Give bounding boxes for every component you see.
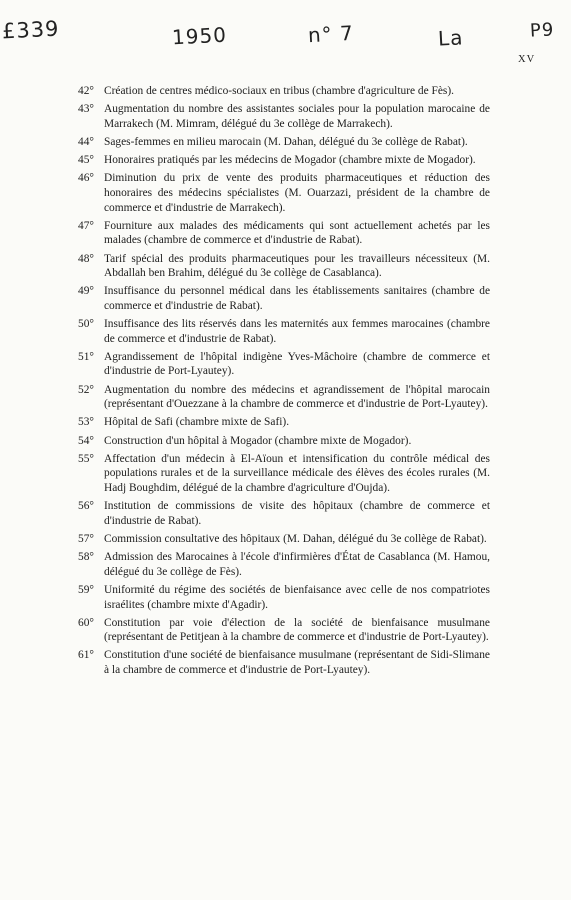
entry-number: 42° bbox=[78, 85, 94, 97]
list-item bbox=[78, 648, 490, 677]
handwritten-year: 1950 bbox=[171, 22, 228, 50]
list-item bbox=[78, 219, 490, 248]
entry-text: Augmentation du nombre des médecins et agrandissement de l'hôpital marocain (représentant d'Ouezzane à la chambre de commerce et d'industrie de Port-Lyautey). bbox=[104, 383, 490, 411]
entry-number: 48° bbox=[78, 252, 94, 265]
entry-number: 44° bbox=[78, 135, 94, 148]
entry-text: Constitution d'une société de bienfaisance musulmane (représentant de Sidi-Slimane à la chambre de commerce et d'industrie de Port-Lyautey). bbox=[104, 649, 490, 677]
handwritten-page-mark: P9 bbox=[529, 19, 555, 42]
entry-number: 50° bbox=[78, 318, 94, 331]
entry-list bbox=[78, 84, 490, 681]
list-item bbox=[78, 583, 490, 612]
list-item bbox=[78, 383, 490, 412]
entry-text: Agrandissement de l'hôpital indigène Yves-Mâchoire (chambre de commerce et d'industrie de Port-Lyautey). bbox=[104, 350, 490, 378]
entry-number: 59° bbox=[78, 583, 94, 596]
list-item bbox=[78, 317, 490, 346]
list-item bbox=[78, 452, 490, 496]
entry-text: Affectation d'un médecin à El-Aïoun et intensification du contrôle médical des populations rurales et de la surveillance médicale des élèves des écoles rurales (M. Hadj Boughdim, délégué de la chambre d'agriculture d'Oujda). bbox=[104, 452, 490, 494]
entry-number: 56° bbox=[78, 500, 94, 513]
list-item bbox=[78, 616, 490, 645]
entry-number: 52° bbox=[78, 383, 94, 396]
entry-number: 55° bbox=[78, 452, 94, 465]
handwritten-issue-number: n° 7 bbox=[307, 20, 355, 48]
entry-text: Sages-femmes en milieu marocain (M. Dahan, délégué du 3e collège de Rabat). bbox=[104, 135, 468, 148]
entry-number: 51° bbox=[78, 350, 94, 363]
list-item bbox=[78, 434, 490, 449]
list-item bbox=[78, 550, 490, 579]
entry-text: Hôpital de Safi (chambre mixte de Safi). bbox=[104, 416, 290, 429]
list-item bbox=[78, 499, 490, 528]
entry-number: 47° bbox=[78, 219, 94, 232]
entry-number: 58° bbox=[78, 551, 94, 564]
entry-text: Commission consultative des hôpitaux (M. Dahan, délégué du 3e collège de Rabat). bbox=[104, 532, 487, 545]
entry-text: Diminution du prix de vente des produits pharmaceutiques et réduction des honoraires des médecins spécialistes (M. Ouarzazi, président de la chambre de commerce et d'industrie de Marrakech). bbox=[104, 172, 490, 214]
list-item bbox=[78, 153, 490, 168]
list-item bbox=[78, 252, 490, 281]
entry-text: Augmentation du nombre des assistantes sociales pour la population marocaine de Marrakech (M. Mimram, délégué du 3e collège de Marrakech). bbox=[104, 103, 490, 130]
list-item bbox=[78, 84, 490, 99]
entry-text: Uniformité du régime des sociétés de bienfaisance avec celle de nos compatriotes israélites (chambre mixte d'Agadir). bbox=[104, 583, 490, 611]
entry-text: Honoraires pratiqués par les médecins de Mogador (chambre mixte de Mogador). bbox=[104, 154, 476, 167]
entry-number: 57° bbox=[78, 532, 94, 545]
entry-number: 45° bbox=[78, 154, 94, 167]
list-item bbox=[78, 284, 490, 313]
list-item bbox=[78, 415, 490, 430]
entry-text: Constitution par voie d'élection de la société de bienfaisance musulmane (représentant de Petitjean à la chambre de commerce et d'industrie de Port-Lyautey). bbox=[104, 616, 490, 644]
entry-text: Insuffisance des lits réservés dans les maternités aux femmes marocaines (chambre de commerce et d'industrie de Rabat). bbox=[104, 318, 490, 345]
entry-number: 60° bbox=[78, 616, 94, 629]
entry-text: Création de centres médico-sociaux en tribus (chambre d'agriculture de Fès). bbox=[104, 85, 454, 97]
page-number: XV bbox=[518, 54, 536, 65]
list-item bbox=[78, 350, 490, 379]
entry-text: Insuffisance du personnel médical dans les établissements sanitaires (chambre de commerce et d'industrie de Rabat). bbox=[104, 285, 490, 312]
entry-number: 54° bbox=[78, 434, 94, 447]
list-item bbox=[78, 171, 490, 215]
entry-text: Construction d'un hôpital à Mogador (chambre mixte de Mogador). bbox=[104, 434, 412, 447]
entry-number: 49° bbox=[78, 285, 94, 298]
handwritten-reference-number: £339 bbox=[1, 16, 61, 44]
entry-text: Fourniture aux malades des médicaments qui sont actuellement achetés par les malades (chambre de commerce et d'industrie de Rabat). bbox=[104, 219, 490, 247]
entry-text: Tarif spécial des produits pharmaceutiques pour les travailleurs nécessiteux (M. Abdallah ben Brahim, délégué du 3e collège de Casablanca). bbox=[104, 252, 490, 280]
list-item bbox=[78, 532, 490, 547]
list-item bbox=[78, 135, 490, 150]
entry-text: Admission des Marocaines à l'école d'infirmières d'État de Casablanca (M. Hamou, délégué du 3e collège de Fès). bbox=[104, 551, 490, 578]
entry-number: 43° bbox=[78, 103, 94, 116]
entry-number: 46° bbox=[78, 172, 94, 185]
entry-number: 61° bbox=[78, 649, 94, 662]
entry-number: 53° bbox=[78, 416, 94, 429]
list-item bbox=[78, 102, 490, 131]
handwritten-note: La bbox=[437, 25, 465, 51]
entry-text: Institution de commissions de visite des hôpitaux (chambre de commerce et d'industrie de Rabat). bbox=[104, 500, 490, 527]
